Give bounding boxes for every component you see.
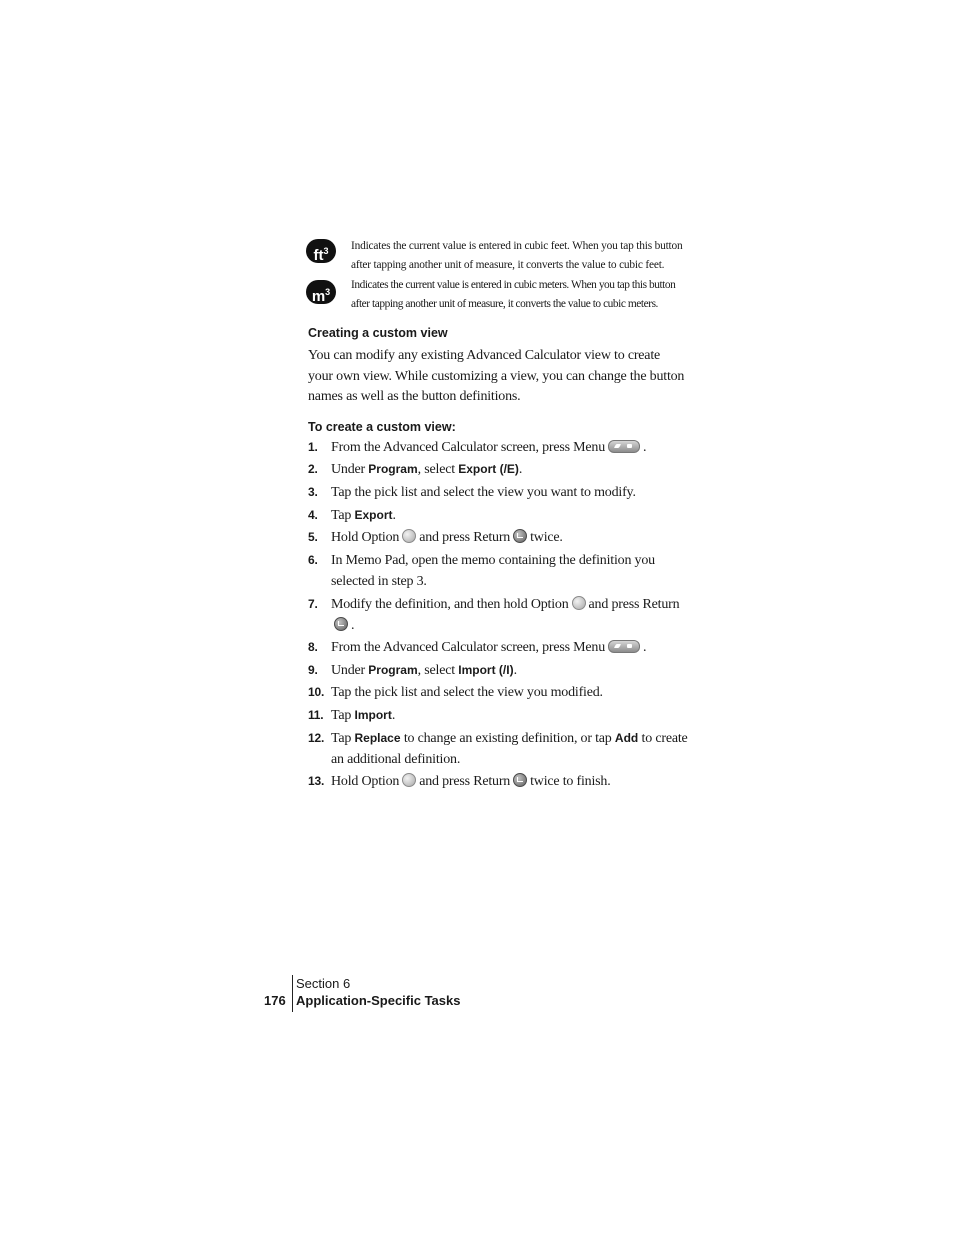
menu-button-icon [608, 640, 640, 653]
option-button-icon [402, 773, 416, 787]
cubic-feet-icon: $ft^3$ [306, 239, 336, 263]
procedure-heading: To create a custom view: [308, 420, 456, 434]
footer-divider [292, 975, 293, 1012]
return-button-icon [513, 529, 527, 543]
intro-paragraph: You can modify any existing Advanced Calculator view to create your own view. While customizing a view, you can change the button names as well as the button definitions. [308, 348, 685, 404]
option-button-icon [402, 529, 416, 543]
cubic-feet-description: Indicates the current value is entered in cubic feet. When you tap this button after tapping another unit of measure, it converts the value to cubic feet. [351, 240, 683, 271]
option-button-icon [572, 596, 586, 610]
cubic-meters-description: Indicates the current value is entered in cubic meters. When you tap this button after tapping another unit of measure, it converts the value to cubic meters. [351, 279, 676, 310]
unit-row-cubic-meters [306, 276, 696, 316]
page-number: 176 [264, 993, 286, 1008]
footer-section-label: Section 6 [296, 976, 351, 991]
footer-chapter-title: Application-Specific Tasks [296, 993, 461, 1008]
cubic-meters-icon: $m^3$ [306, 280, 336, 304]
return-button-icon [513, 773, 527, 787]
section-heading: Creating a custom view [308, 326, 448, 340]
unit-row-cubic-feet [306, 237, 696, 277]
return-button-icon [334, 617, 348, 631]
menu-button-icon [608, 440, 640, 453]
